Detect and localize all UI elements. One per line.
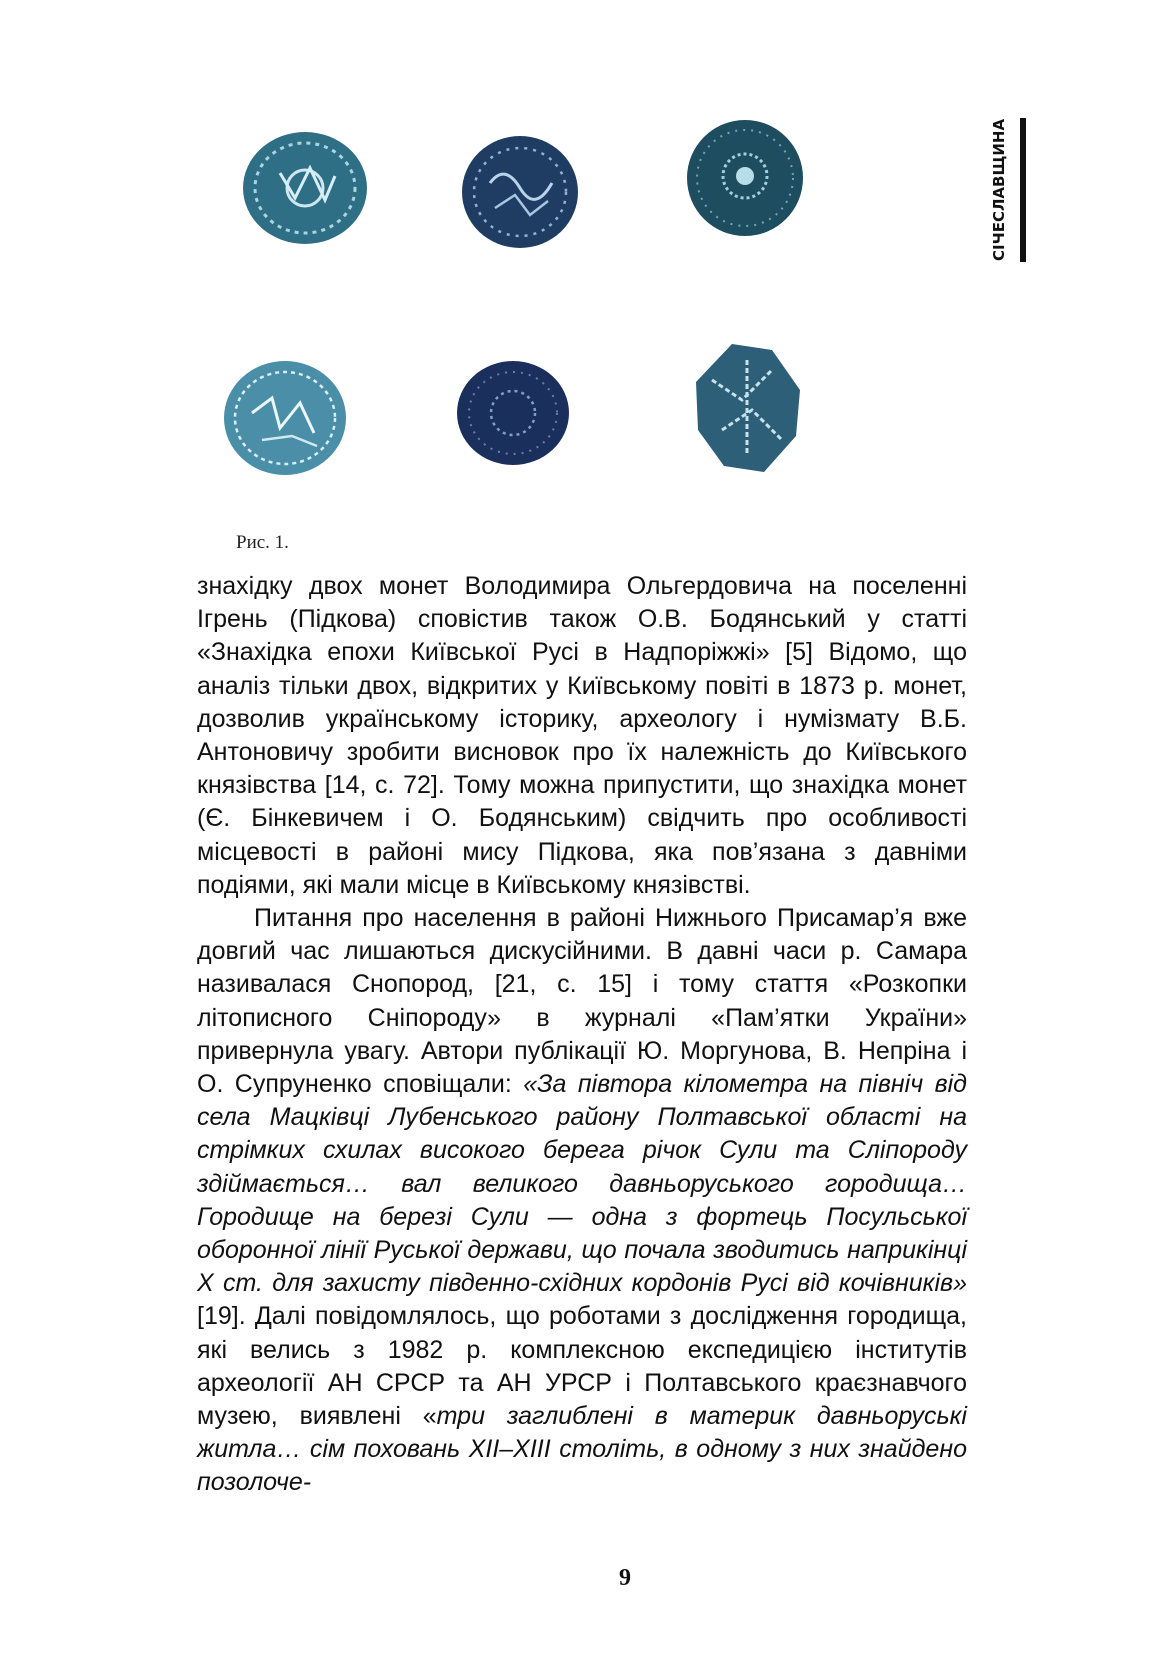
coin-figure [200,118,900,518]
masthead-rule [1020,118,1026,262]
paragraph-2 [197,902,967,1500]
figure-caption: Рис. 1. [236,532,289,553]
quotation-1: «За півтора кілометра на північ від села Мацківці Лубенського району Полтавської області на стрімких схилах високого берега річок Сули та Сліпороду здіймається… вал великого давньоруського городища… Городище на березі Сули — одна з фортець Посульської оборонної лінії Руської держави, що почала зводитись наприкінці X ст. для захисту південно-східних кордонів Русі від кочівників» [197,1070,967,1298]
coin-6 [692,340,804,476]
coin-3 [685,118,805,238]
coin-1 [240,128,370,248]
coin-4 [222,358,348,478]
coin-2 [460,133,580,251]
paragraph-2-part-1: Питання про населення в районі Нижнього Присамар’я вже довгий час лишаються дискусійними. В давні часи р. Самара називалася Снопород, [21, с. 15] і тому стаття «Розкопки літописного Сніпороду» в журналі «Пам’ятки України» привернула увагу. Автори публікації Ю. Моргунова, В. Непріна і О. Супруненко сповіщали: [197,904,967,1099]
side-masthead [990,118,1030,262]
paragraph-1: знахідку двох монет Володимира Ольгердовича на поселенні Ігрень (Підкова) сповістив також О.В. Бодянський у статті «Знахідка епохи Київської Русі в Надпоріжжі» [5] Відомо, що аналіз тільки двох, відкритих у Київському повіті в 1873 р. монет, дозволив українському історику, археологу і нумізмату В.Б. Антоновичу зробити висновок про їх належність до Київського князівства [14, с. 72]. Тому можна припустити, що знахідка монет (Є. Бінкевичем і О. Бодянським) свідчить про особливості місцевості в районі мису Підкова, яка пов’язана з давніми подіями, які мали місце в Київському князівстві. [197,572,967,899]
masthead-brand: СІЧЕСЛАВЩИНА [990,118,1008,262]
coin-5 [455,358,571,468]
page-number: 9 [619,1565,631,1591]
paragraph-2-part-2: [19]. Далі повідомлялось, що роботами з дослідження городища, які велись з 1982 р. комплексною експедицією інститутів археології АН СРСР та АН УРСР і Полтавського краєзнавчого музею, виявлені « [197,1302,967,1431]
quotation-2: три заглиблені в материк давньоруські житла… сім поховань XII–XIII століть, в одному з них знайдено позолоче- [197,1402,967,1497]
body-text [197,570,967,1500]
